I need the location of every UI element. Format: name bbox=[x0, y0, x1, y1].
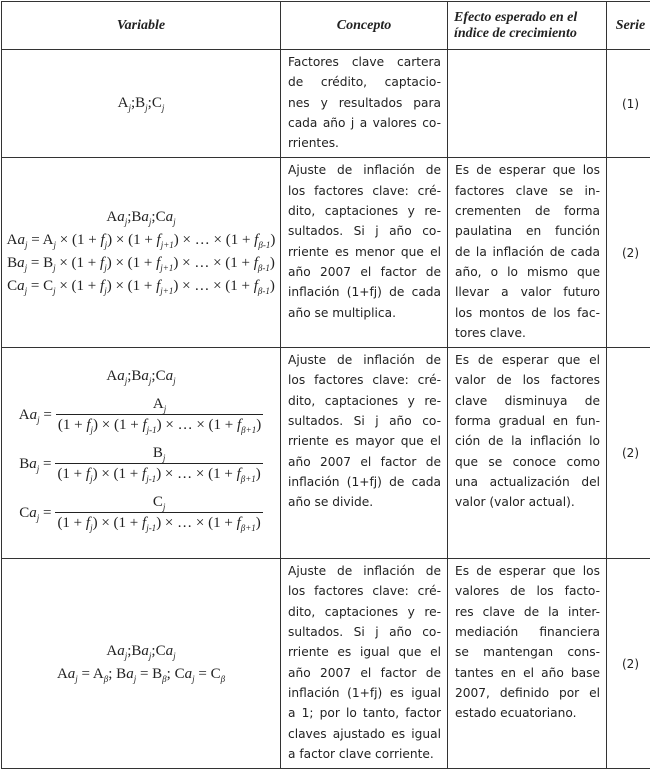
efecto-line: mediación financiera bbox=[455, 622, 600, 642]
formula-symbol: f bbox=[156, 255, 160, 271]
formula-subscript: β+1 bbox=[241, 523, 256, 533]
formula-symbol: ;C bbox=[151, 643, 165, 659]
formula-subscript: j bbox=[145, 103, 148, 113]
concepto-line: Ajuste de inflación de bbox=[288, 350, 441, 370]
formula-symbol: ) × (1 + bbox=[93, 515, 142, 531]
formula-lhs bbox=[19, 505, 51, 523]
concepto-cell bbox=[281, 348, 448, 559]
numerator bbox=[149, 494, 170, 512]
concepto-line: inflación (1+fj) de cada bbox=[288, 282, 441, 302]
formula-symbol: × (1 + bbox=[56, 278, 100, 294]
concepto-line: dito, captaciones y re- bbox=[288, 602, 441, 622]
formula-fraction-line bbox=[2, 396, 280, 435]
efecto-cell bbox=[448, 158, 607, 348]
formula-symbol: a bbox=[18, 232, 26, 248]
efecto-line: Es de esperar que los bbox=[455, 160, 600, 180]
header-serie: Serie bbox=[607, 2, 650, 50]
formula-symbol: A bbox=[106, 368, 117, 384]
denominator bbox=[55, 463, 262, 484]
formula-subscript: j bbox=[37, 513, 40, 523]
formula-subscript: j bbox=[164, 404, 167, 414]
formula-symbol: A bbox=[7, 232, 18, 248]
concepto-line: Factores clave cartera bbox=[288, 52, 441, 72]
formula-symbol: = bbox=[39, 505, 51, 521]
formula-subscript: j bbox=[125, 217, 128, 227]
header-efecto bbox=[448, 2, 607, 50]
concepto-line: año 2007 el factor de bbox=[288, 262, 441, 282]
fraction bbox=[55, 494, 262, 533]
formula-symbol: a bbox=[30, 407, 38, 423]
concepto-line: sultados. Si j año co- bbox=[288, 411, 441, 431]
formula-subscript: β bbox=[162, 674, 166, 684]
formula-symbol: f bbox=[142, 466, 146, 482]
concepto-line: año se divide. bbox=[288, 492, 441, 512]
formula-symbol: ) × … × (1 + bbox=[156, 466, 236, 482]
formula-symbol: ; B bbox=[108, 666, 126, 682]
formula-symbol: ;B bbox=[127, 368, 141, 384]
formula-symbol: (1 + bbox=[57, 515, 85, 531]
formula-subscript: j bbox=[173, 376, 176, 386]
formula-symbol: f bbox=[254, 255, 258, 271]
formula-symbol: ) × … × (1 + bbox=[174, 232, 254, 248]
concepto-line: los factores clave: cré- bbox=[288, 370, 441, 390]
concepto-cell bbox=[281, 158, 448, 348]
formula-symbol: f bbox=[156, 278, 160, 294]
formula-subscript: j bbox=[90, 523, 93, 533]
formula-symbol: f bbox=[237, 417, 241, 433]
efecto-line: los montos de los fac- bbox=[455, 303, 600, 323]
serie-cell: (2) bbox=[607, 348, 650, 559]
formula-subscript: j bbox=[25, 240, 28, 250]
efecto-line: paulatina en función bbox=[455, 221, 600, 241]
serie-cell: (2) bbox=[607, 559, 650, 769]
formula-subscript: β+1 bbox=[241, 474, 256, 484]
formula-symbol: ;C bbox=[151, 209, 165, 225]
efecto-line: de la inflación de cada bbox=[455, 242, 600, 262]
formula-subscript: j-1 bbox=[146, 474, 156, 484]
formula-subscript: β bbox=[104, 674, 108, 684]
concepto-line: año se multiplica. bbox=[288, 303, 441, 323]
formula-subscript: j bbox=[75, 674, 78, 684]
header-variable: Variable bbox=[2, 2, 281, 50]
formula-symbol: ) × (1 + bbox=[93, 466, 142, 482]
formula-symbol: ) × … × (1 + bbox=[173, 255, 253, 271]
formula-symbol: a bbox=[17, 278, 25, 294]
variable-cell bbox=[2, 158, 281, 348]
formula-symbol: a bbox=[117, 643, 125, 659]
formula-subscript: j+1 bbox=[160, 263, 173, 273]
variables-table bbox=[1, 1, 650, 769]
formula-subscript: j-1 bbox=[147, 425, 157, 435]
fraction bbox=[55, 445, 262, 484]
concepto-line: a 1; por lo tanto, factor bbox=[288, 703, 441, 723]
formula-symbol: = C bbox=[195, 666, 221, 682]
numerator bbox=[149, 445, 170, 463]
efecto-line: valor (valor actual). bbox=[455, 492, 600, 512]
formula-symbol: a bbox=[166, 209, 174, 225]
formula-symbol: = A bbox=[28, 232, 54, 248]
formula-line bbox=[2, 278, 280, 296]
formula-symbol: ; C bbox=[167, 666, 185, 682]
formula-subscript: j bbox=[149, 376, 152, 386]
formula-symbol: ;C bbox=[151, 368, 165, 384]
formula-symbol: A bbox=[57, 666, 68, 682]
formula-subscript: β-1 bbox=[258, 263, 270, 273]
efecto-line: tantes en el año base bbox=[455, 663, 600, 683]
table-row bbox=[2, 50, 650, 158]
efecto-line: que se conoce como bbox=[455, 452, 600, 472]
concepto-line: sultados. Si j año co- bbox=[288, 221, 441, 241]
formula-symbol: ;B bbox=[131, 95, 145, 111]
efecto-line: res clave de la inter- bbox=[455, 602, 600, 622]
formula-subscript: j-1 bbox=[146, 523, 156, 533]
efecto-line: llevar a valor futuro bbox=[455, 282, 600, 302]
header-efecto-line: Efecto esperado en el bbox=[454, 10, 577, 25]
formula-symbol: ) bbox=[256, 515, 261, 531]
formula-lhs bbox=[19, 407, 52, 425]
formula-symbol: A bbox=[106, 643, 117, 659]
formula-symbol: f bbox=[86, 515, 90, 531]
concepto-line: Ajuste de inflación de bbox=[288, 561, 441, 581]
header-concepto: Concepto bbox=[281, 2, 448, 50]
formula-symbol: B bbox=[7, 255, 17, 271]
formula-symbol: f bbox=[100, 232, 104, 248]
concepto-line: año 2007 el factor de bbox=[288, 452, 441, 472]
formula-symbol: f bbox=[254, 278, 258, 294]
variable-cell bbox=[2, 559, 281, 769]
formula-symbol: C bbox=[153, 494, 163, 510]
formula-symbol: ) bbox=[256, 417, 261, 433]
concepto-line: dito, captaciones y re- bbox=[288, 201, 441, 221]
formula-symbol: C bbox=[7, 278, 17, 294]
formula-symbol: a bbox=[117, 368, 125, 384]
formula-line bbox=[2, 255, 280, 273]
formula-symbol: A bbox=[153, 396, 164, 412]
numerator bbox=[149, 396, 170, 414]
formula-symbol: ) × (1 + bbox=[93, 417, 142, 433]
header-efecto-line: índice de crecimiento bbox=[454, 26, 577, 41]
efecto-line: una actualización del bbox=[455, 472, 600, 492]
variable-cell bbox=[2, 50, 281, 158]
efecto-line: se mantengan cons- bbox=[455, 642, 600, 662]
efecto-cell bbox=[448, 559, 607, 769]
concepto-line: inflación (1+fj) de cada bbox=[288, 472, 441, 492]
concepto-line: cada año j a valores co- bbox=[288, 113, 441, 133]
formula-symbol: f bbox=[100, 278, 104, 294]
formula-symbol: a bbox=[141, 368, 149, 384]
denominator bbox=[56, 414, 263, 435]
formula-symbol: = bbox=[39, 456, 51, 472]
formula-subscript: β bbox=[221, 674, 225, 684]
efecto-line: tores clave. bbox=[455, 323, 600, 343]
formula-subscript: j bbox=[162, 103, 165, 113]
formula-symbol: ) × (1 + bbox=[107, 232, 156, 248]
formula-subscript: j+1 bbox=[160, 286, 173, 296]
concepto-line: nes y resultados para bbox=[288, 93, 441, 113]
formula-symbol: f bbox=[237, 515, 241, 531]
formula-symbol: a bbox=[141, 209, 149, 225]
formula-symbol: ) bbox=[270, 232, 275, 248]
formula-symbol: a bbox=[17, 255, 25, 271]
formula-symbol: ) bbox=[270, 278, 275, 294]
serie-cell: (1) bbox=[607, 50, 650, 158]
table-row bbox=[2, 158, 650, 348]
formula-fraction-line bbox=[2, 445, 280, 484]
formula-symbol: f bbox=[237, 466, 241, 482]
formula-symbol: ) × (1 + bbox=[107, 255, 156, 271]
formula-symbol: ;B bbox=[127, 643, 141, 659]
formula-symbol: ) × (1 + bbox=[107, 278, 156, 294]
formula-symbol: ) × … × (1 + bbox=[156, 515, 236, 531]
efecto-line: año, o lo mismo que bbox=[455, 262, 600, 282]
formula-symbol: C bbox=[19, 505, 29, 521]
formula-subscript: β-1 bbox=[258, 240, 270, 250]
formula-subscript: j bbox=[149, 217, 152, 227]
formula-symbol: B bbox=[19, 456, 29, 472]
formula-symbol: a bbox=[126, 666, 134, 682]
formula-symbol: × (1 + bbox=[56, 255, 100, 271]
formula-subscript: j bbox=[173, 217, 176, 227]
formula-subscript: j bbox=[37, 464, 40, 474]
formula-symbol: a bbox=[166, 368, 174, 384]
formula-subscript: j bbox=[25, 263, 28, 273]
concepto-line: sultados. Si j año co- bbox=[288, 622, 441, 642]
formula-symbol: f bbox=[157, 232, 161, 248]
formula-fraction-line bbox=[2, 494, 280, 533]
efecto-line: ción de la inflación lo bbox=[455, 431, 600, 451]
efecto-line: Es de esperar que el bbox=[455, 350, 600, 370]
formula-subscript: j bbox=[104, 286, 107, 296]
formula-line bbox=[2, 368, 280, 386]
formula-subscript: j bbox=[25, 286, 28, 296]
formula-subscript: j bbox=[104, 263, 107, 273]
concepto-line: Ajuste de inflación de bbox=[288, 160, 441, 180]
formula-symbol: ) × … × (1 + bbox=[173, 278, 253, 294]
formula-symbol: × (1 + bbox=[56, 232, 100, 248]
formula-symbol: f bbox=[254, 232, 258, 248]
efecto-line: crementen de forma bbox=[455, 201, 600, 221]
formula-symbol: B bbox=[153, 445, 163, 461]
table-row bbox=[2, 559, 650, 769]
formula-subscript: β-1 bbox=[258, 286, 270, 296]
formula-symbol: a bbox=[141, 643, 149, 659]
concepto-line: rriente es menor que el bbox=[288, 242, 441, 262]
formula-subscript: j bbox=[54, 240, 57, 250]
formula-subscript: j bbox=[163, 453, 166, 463]
formula-symbol: f bbox=[142, 417, 146, 433]
formula-subscript: j bbox=[53, 263, 56, 273]
concepto-line: rriente es igual que el bbox=[288, 642, 441, 662]
formula-symbol: (1 + bbox=[58, 417, 86, 433]
formula-subscript: j bbox=[134, 674, 137, 684]
formula-symbol: = B bbox=[27, 255, 53, 271]
concepto-line: de crédito, captacio- bbox=[288, 72, 441, 92]
efecto-line: Es de esperar que los bbox=[455, 561, 600, 581]
efecto-line: 2007, definido por el bbox=[455, 683, 600, 703]
formula-symbol: ) bbox=[270, 255, 275, 271]
efecto-cell bbox=[448, 50, 607, 158]
formula-symbol: = bbox=[40, 407, 52, 423]
formula-symbol: f bbox=[86, 417, 90, 433]
formula-line bbox=[2, 95, 280, 113]
formula-subscript: j bbox=[37, 415, 40, 425]
fraction bbox=[56, 396, 263, 435]
efecto-line: valor de los factores bbox=[455, 370, 600, 390]
concepto-cell bbox=[281, 50, 448, 158]
denominator bbox=[55, 512, 262, 533]
concepto-line: los factores clave: cré- bbox=[288, 581, 441, 601]
formula-symbol: f bbox=[100, 255, 104, 271]
formula-subscript: j bbox=[125, 651, 128, 661]
efecto-line: forma gradual en fun- bbox=[455, 411, 600, 431]
formula-line bbox=[2, 643, 280, 661]
concepto-line: rriente es mayor que el bbox=[288, 431, 441, 451]
formula-subscript: j bbox=[53, 286, 56, 296]
formula-symbol: = A bbox=[78, 666, 104, 682]
formula-subscript: j bbox=[163, 502, 166, 512]
formula-subscript: j bbox=[192, 674, 195, 684]
formula-symbol: ) bbox=[256, 466, 261, 482]
header-row bbox=[2, 2, 650, 50]
formula-symbol: = B bbox=[136, 666, 162, 682]
formula-symbol: A bbox=[118, 95, 129, 111]
formula-symbol: f bbox=[86, 466, 90, 482]
formula-subscript: j bbox=[91, 425, 94, 435]
serie-cell: (2) bbox=[607, 158, 650, 348]
formula-subscript: j bbox=[90, 474, 93, 484]
formula-subscript: j bbox=[128, 103, 131, 113]
formula-line bbox=[2, 666, 280, 684]
concepto-cell bbox=[281, 559, 448, 769]
formula-subscript: β+1 bbox=[241, 425, 256, 435]
efecto-line: estado ecuatoriano. bbox=[455, 703, 600, 723]
formula-subscript: j bbox=[173, 651, 176, 661]
formula-symbol: ;C bbox=[148, 95, 162, 111]
formula-subscript: j+1 bbox=[161, 240, 174, 250]
efecto-cell bbox=[448, 348, 607, 559]
formula-symbol: A bbox=[19, 407, 30, 423]
formula-line bbox=[2, 209, 280, 227]
formula-line bbox=[2, 232, 280, 250]
formula-symbol: (1 + bbox=[57, 466, 85, 482]
formula-symbol: a bbox=[68, 666, 76, 682]
concepto-line: claves ajustado es igual bbox=[288, 724, 441, 744]
formula-subscript: j bbox=[149, 651, 152, 661]
formula-symbol: ;B bbox=[127, 209, 141, 225]
formula-subscript: j bbox=[125, 376, 128, 386]
formula-symbol: A bbox=[106, 209, 117, 225]
concepto-line: rrientes. bbox=[288, 133, 441, 153]
formula-subscript: j bbox=[105, 240, 108, 250]
formula-symbol: a bbox=[117, 209, 125, 225]
concepto-line: dito, captaciones y re- bbox=[288, 391, 441, 411]
efecto-line: valores de los facto- bbox=[455, 581, 600, 601]
efecto-line: clave disminuya de bbox=[455, 391, 600, 411]
concepto-line: inflación (1+fj) es igual bbox=[288, 683, 441, 703]
concepto-line: los factores clave: cré- bbox=[288, 181, 441, 201]
formula-symbol: a bbox=[185, 666, 193, 682]
formula-symbol: a bbox=[29, 505, 37, 521]
concepto-line: a factor clave corriente. bbox=[288, 744, 441, 764]
concepto-line: año 2007 el factor de bbox=[288, 663, 441, 683]
formula-symbol: f bbox=[142, 515, 146, 531]
formula-lhs bbox=[19, 456, 51, 474]
formula-symbol: ) × … × (1 + bbox=[157, 417, 237, 433]
efecto-line: factores clave se in- bbox=[455, 181, 600, 201]
formula-symbol: a bbox=[29, 456, 37, 472]
table-row bbox=[2, 348, 650, 559]
formula-symbol: a bbox=[166, 643, 174, 659]
formula-symbol: = C bbox=[27, 278, 53, 294]
variable-cell bbox=[2, 348, 281, 559]
